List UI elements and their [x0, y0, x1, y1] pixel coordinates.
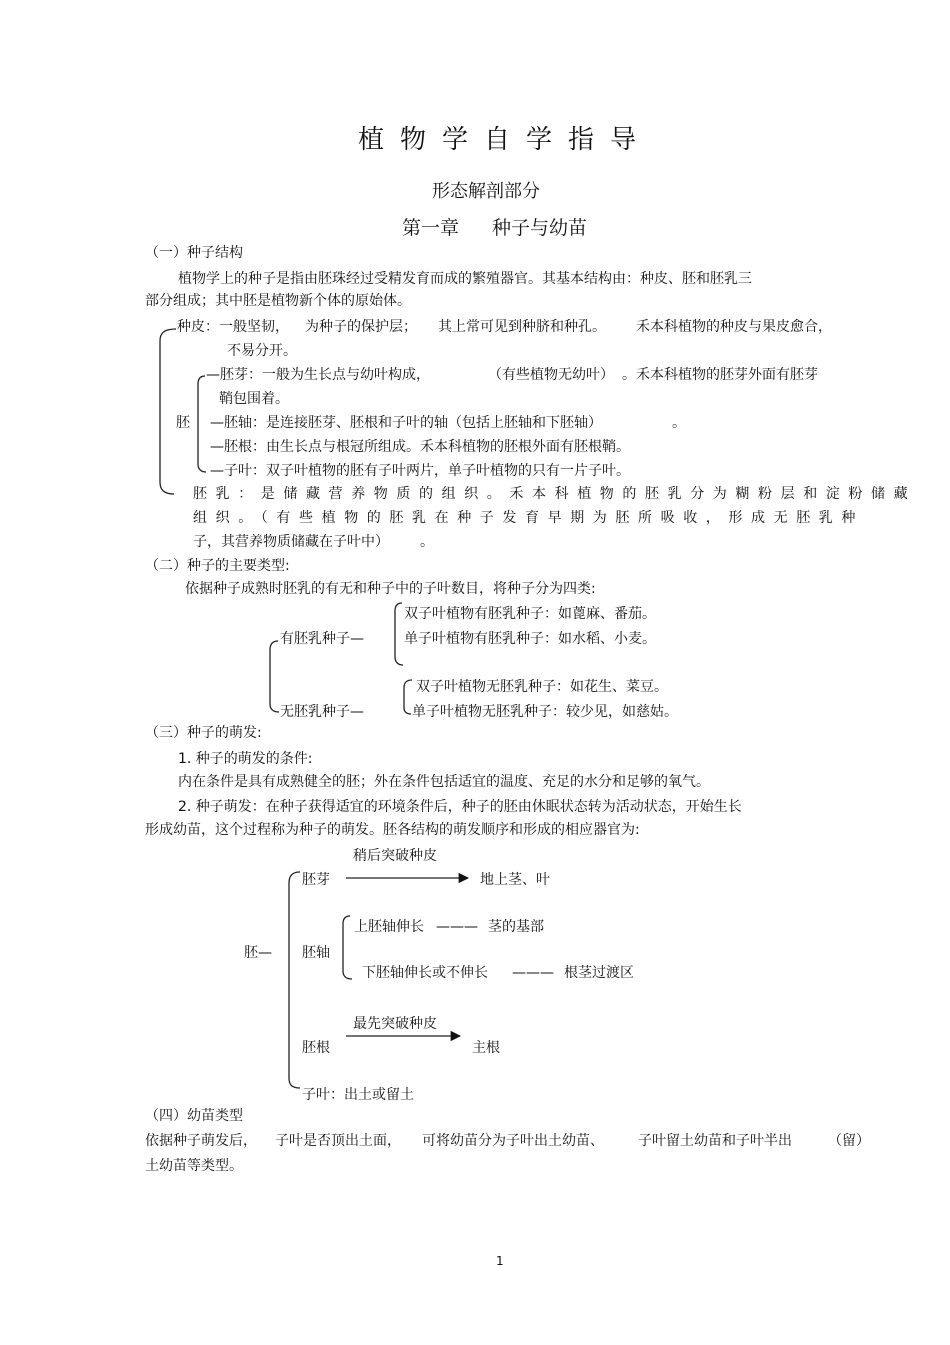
seed-structure-brace [160, 329, 176, 494]
diagram-peiya-result: 地上茎、叶 [480, 872, 550, 888]
s3-item1-text: 内在条件是具有成熟健全的胚；外在条件包括适宜的温度、充足的水分和足够的氧气。 [178, 774, 710, 790]
s3-item1-title: 1. 种子的萌发的条件: [178, 751, 313, 767]
diagram-peiya: 胚芽 [302, 872, 330, 888]
s4-line1-a: 依据种子萌发后， [145, 1133, 257, 1149]
peiru-text-3b: 。 [420, 534, 434, 550]
you-peiru-dicot: 双子叶植物有胚乳种子：如蓖麻、番茄。 [404, 606, 656, 622]
you-peiru-brace [395, 603, 403, 665]
peiya-text-b: （有些植物无幼叶） [488, 367, 614, 383]
peizhou-brace [343, 916, 352, 979]
section-3-heading: （三）种子的萌发: [145, 725, 262, 741]
diagram-xia-peizhou: 下胚轴伸长或不伸长 [362, 965, 488, 981]
arrow1-label: 稍后突破种皮 [353, 848, 437, 864]
peizhou-text: —胚轴：是连接胚芽、胚根和子叶的轴（包括上胚轴和下胚轴） [210, 415, 602, 431]
diagram-peizhou: 胚轴 [302, 945, 330, 961]
zhongpi-text-d: 禾本科植物的种皮与果皮愈合， [636, 319, 832, 335]
s4-line1-d: 子叶留土幼苗和子叶半出 [638, 1133, 792, 1149]
wu-peiru-monocot: 单子叶植物无胚乳种子：较少见，如慈姑。 [412, 704, 678, 720]
diagram-peigen: 胚根 [302, 1040, 330, 1056]
peizhou-period: 。 [672, 415, 686, 431]
chapter-title: 种子与幼苗 [492, 217, 588, 239]
page-number: 1 [496, 1254, 504, 1268]
you-peiru-label: 有胚乳种子— [280, 631, 364, 647]
diagram-xia-result: 根茎过渡区 [564, 965, 634, 981]
zhongpi-text-a: 种皮：一般坚韧， [177, 319, 289, 335]
s4-line1-c: 可将幼苗分为子叶出土幼苗、 [422, 1133, 604, 1149]
ziye-text: —子叶：双子叶植物的胚有子叶两片，单子叶植物的只有一片子叶。 [210, 463, 630, 479]
section-4-heading: （四）幼苗类型 [145, 1108, 243, 1124]
peiya-text-c: 。禾本科植物的胚芽外面有胚芽 [622, 367, 818, 383]
s4-line1-b: 子叶是否顶出土面， [275, 1133, 401, 1149]
arrow2-label: 最先突破种皮 [353, 1016, 437, 1032]
s3-item2-line2: 形成幼苗，这个过程称为种子的萌发。胚各结构的萌发顺序和形成的相应器官为: [145, 822, 640, 838]
wu-peiru-label: 无胚乳种子— [280, 704, 364, 720]
peigen-text: —胚根：由生长点与根冠所组成。禾本科植物的胚根外面有胚根鞘。 [210, 439, 630, 455]
s4-line1-e: （留） [828, 1133, 870, 1149]
peiru-text-2: 组织。（有些植物的胚乳在种子发育早期为胚所吸收，形成无胚乳种 [193, 510, 864, 526]
s4-line2: 土幼苗等类型。 [145, 1158, 243, 1174]
diagram-dash-1: ——— [436, 919, 478, 935]
embryo-brace [198, 376, 206, 472]
seed-types-brace [270, 641, 279, 712]
diagram-pei: 胚— [244, 945, 272, 961]
diagram-peigen-result: 主根 [472, 1040, 500, 1056]
section-2-heading: （二）种子的主要类型: [145, 558, 290, 574]
section-subtitle: 形态解剖部分 [432, 181, 540, 202]
zhongpi-text-2: 不易分开。 [227, 343, 297, 359]
document-title: 植物学自学指导 [358, 125, 653, 155]
s1-intro-line-1: 植物学上的种子是指由胚珠经过受精发育而成的繁殖器官。其基本结构由：种皮、胚和胚乳三 [178, 271, 752, 287]
you-peiru-monocot: 单子叶植物有胚乳种子：如水稻、小麦。 [404, 631, 656, 647]
wu-peiru-dicot: 双子叶植物无胚乳种子：如花生、菜豆。 [416, 679, 668, 695]
peiru-text-1: 胚乳：是储藏营养物质的组织。禾本科植物的胚乳分为糊粉层和淀粉储藏 [193, 486, 917, 502]
chapter-number: 第一章 [402, 217, 460, 239]
diagram-ziye: 子叶：出土或留土 [302, 1087, 414, 1103]
s2-intro: 依据种子成熟时胚乳的有无和种子中的子叶数目，将种子分为四类: [185, 581, 596, 597]
zhongpi-text-b: 为种子的保护层； [305, 319, 417, 335]
s1-intro-line-2: 部分组成；其中胚是植物新个体的原始体。 [145, 293, 411, 309]
wu-peiru-brace [404, 680, 412, 714]
zhongpi-text-c: 其上常可见到种脐和种孔。 [438, 319, 606, 335]
peiru-text-3a: 子，其营养物质储藏在子叶中） [193, 534, 389, 550]
pei-label: 胚 [176, 415, 190, 431]
germination-brace [289, 872, 300, 1088]
peiya-text-a: —胚芽：一般为生长点与幼叶构成， [206, 367, 430, 383]
s3-item2-line1: 2. 种子萌发：在种子获得适宜的环境条件后，种子的胚由休眠状态转为活动状态，开始生长 [178, 799, 742, 815]
diagram-shang-peizhou: 上胚轴伸长 [354, 919, 424, 935]
peiya-text-2: 鞘包围着。 [219, 391, 289, 407]
diagram-dash-2: ——— [512, 965, 554, 981]
section-1-heading: （一）种子结构 [145, 245, 243, 261]
diagram-shang-result: 茎的基部 [488, 919, 544, 935]
